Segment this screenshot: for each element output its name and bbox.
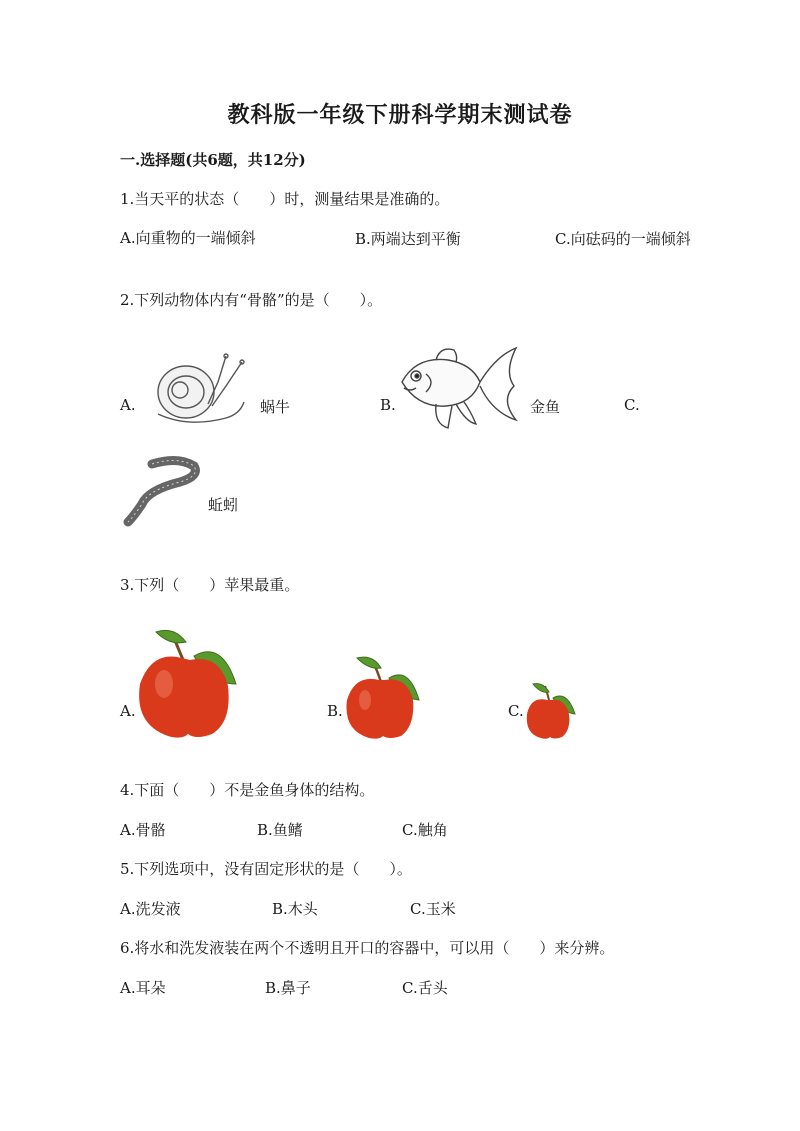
apple-medium-icon [343,656,423,740]
question-2-stem: 2.下列动物体内有“骨骼”的是（ ）。 [120,291,383,309]
question-3-stem: 3.下列（ ）苹果最重。 [120,576,300,594]
apple-small-icon [523,684,577,740]
question-3-option-c[interactable]: C. [508,702,524,720]
question-3-option-b[interactable]: B. [327,702,343,720]
question-1-option-c[interactable]: C.向砝码的一端倾斜 [555,230,691,248]
question-4-option-b[interactable]: B.鱼鳍 [257,821,303,839]
section-heading: 一.选择题(共6题，共12分) [120,151,306,169]
question-2-option-c[interactable]: C. [624,396,640,414]
question-1-option-b[interactable]: B.两端达到平衡 [355,230,461,248]
earthworm-caption: 蚯蚓 [208,496,239,514]
question-1-stem: 1.当天平的状态（ ）时，测量结果是准确的。 [120,190,450,208]
snail-caption: 蜗牛 [260,398,291,416]
snail-icon [148,352,258,432]
earthworm-icon [118,456,208,530]
question-2-option-a[interactable]: A. [120,396,136,414]
question-1-option-a[interactable]: A.向重物的一端倾斜 [120,229,256,247]
question-5-stem: 5.下列选项中，没有固定形状的是（ ）。 [120,860,412,878]
goldfish-caption: 金鱼 [530,398,561,416]
question-6-stem: 6.将水和洗发液装在两个不透明且开口的容器中，可以用（ ）来分辨。 [120,939,615,957]
question-5-option-c[interactable]: C.玉米 [410,900,456,918]
question-4-stem: 4.下面（ ）不是金鱼身体的结构。 [120,781,375,799]
question-6-option-c[interactable]: C.舌头 [402,979,448,997]
question-4-option-a[interactable]: A.骨骼 [120,821,166,839]
question-5-option-b[interactable]: B.木头 [272,900,318,918]
question-6-option-b[interactable]: B.鼻子 [265,979,311,997]
question-3-option-a[interactable]: A. [120,702,136,720]
page-title: 教科版一年级下册科学期末测试卷 [227,102,573,128]
question-6-option-a[interactable]: A.耳朵 [120,979,166,997]
question-4-option-c[interactable]: C.触角 [402,821,448,839]
question-2-option-b[interactable]: B. [380,396,396,414]
question-5-option-a[interactable]: A.洗发液 [120,900,181,918]
apple-large-icon [134,628,240,740]
goldfish-icon [396,342,520,434]
